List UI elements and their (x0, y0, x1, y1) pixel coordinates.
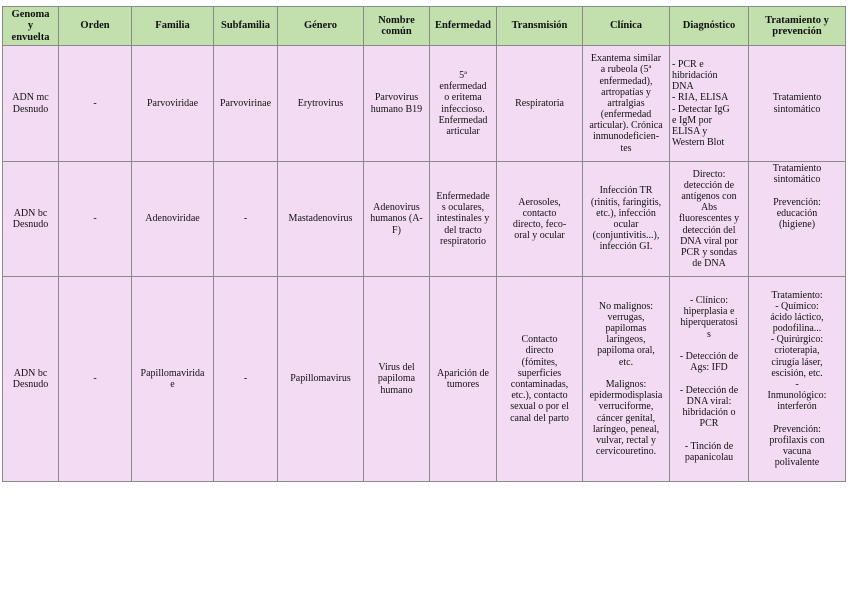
header-familia: Familia (132, 7, 214, 46)
cell-genoma: ADN bc Desnudo (3, 162, 59, 277)
cell-clinica: Infección TR (rinitis, faringitis, etc.), infección ocular (conjuntivitis...), infección GI. (583, 162, 670, 277)
cell-familia: Papillomavirida e (132, 277, 214, 482)
cell-tratamiento: Tratamiento: - Químico: ácido láctico, podofilina... - Quirúrgico: crioterapia, cirugía láser, escisión, etc. - Inmunológico: interferón Prevención: profilaxis con vacuna polivalente (749, 277, 846, 482)
header-tratamiento: Tratamiento y prevención (749, 7, 846, 46)
table-header-row (3, 7, 846, 46)
cell-genero: Mastadenovirus (278, 162, 364, 277)
header-subfamilia: Subfamilia (214, 7, 278, 46)
header-enfermedad: Enfermedad (430, 7, 497, 46)
cell-nombre: Virus del papiloma humano (364, 277, 430, 482)
cell-orden: - (59, 277, 132, 482)
cell-diagnostico: Directo: detección de antígenos con Abs fluorescentes y detección del DNA viral por PCR y sondas de DNA (670, 162, 749, 277)
header-orden: Orden (59, 7, 132, 46)
cell-nombre: Parvovirus humano B19 (364, 46, 430, 162)
cell-nombre: Adenovirus humanos (A- F) (364, 162, 430, 277)
cell-transmision: Respiratoria (497, 46, 583, 162)
cell-genero: Papillomavirus (278, 277, 364, 482)
cell-diagnostico: - PCR e hibridación DNA - RIA, ELISA - Detectar IgG e IgM por ELISA y Western Blot (670, 46, 749, 162)
cell-diagnostico: - Clínico: hiperplasia e hiperqueratosi s - Detección de Ags: IFD - Detección de DNA viral: hibridación o PCR - Tinción de papanicolau (670, 277, 749, 482)
table-row (3, 277, 846, 482)
header-genoma: Genoma y envuelta (3, 7, 59, 46)
header-nombre-comun: Nombre común (364, 7, 430, 46)
cell-genero: Erytrovirus (278, 46, 364, 162)
cell-tratamiento: Tratamiento sintomático Prevención: educación (higiene) (749, 162, 846, 277)
cell-enfermedad: 5ª enfermedad o eritema infeccioso. Enfermedad articular (430, 46, 497, 162)
table-row (3, 46, 846, 162)
cell-genoma: ADN bc Desnudo (3, 277, 59, 482)
cell-transmision: Aerosoles, contacto directo, feco- oral y ocular (497, 162, 583, 277)
cell-transmision: Contacto directo (fómites, superficies contaminadas, etc.), contacto sexual o por el canal del parto (497, 277, 583, 482)
cell-familia: Adenoviridae (132, 162, 214, 277)
header-genero: Género (278, 7, 364, 46)
cell-clinica: Exantema similar a rubeola (5ª enfermedad), artropatías y artralgias (enfermedad articular). Crónica inmunodeficien- tes (583, 46, 670, 162)
table-row (3, 162, 846, 277)
cell-enfermedad: Enfermedade s oculares, intestinales y del tracto respiratorio (430, 162, 497, 277)
header-clinica: Clínica (583, 7, 670, 46)
cell-genoma: ADN mc Desnudo (3, 46, 59, 162)
header-transmision: Transmisión (497, 7, 583, 46)
virus-table (2, 6, 846, 482)
cell-subfamilia: Parvovirinae (214, 46, 278, 162)
cell-clinica: No malignos: verrugas, papilomas laríngeos, papiloma oral, etc. Malignos: epidermodisplasia verruciforme, cáncer genital, laríngeo, peneal, vulvar, rectal y cervicouretino. (583, 277, 670, 482)
cell-subfamilia: - (214, 162, 278, 277)
cell-subfamilia: - (214, 277, 278, 482)
cell-orden: - (59, 162, 132, 277)
cell-enfermedad: Aparición de tumores (430, 277, 497, 482)
cell-orden: - (59, 46, 132, 162)
header-diagnostico: Diagnóstico (670, 7, 749, 46)
cell-tratamiento: Tratamiento sintomático (749, 46, 846, 162)
cell-familia: Parvoviridae (132, 46, 214, 162)
